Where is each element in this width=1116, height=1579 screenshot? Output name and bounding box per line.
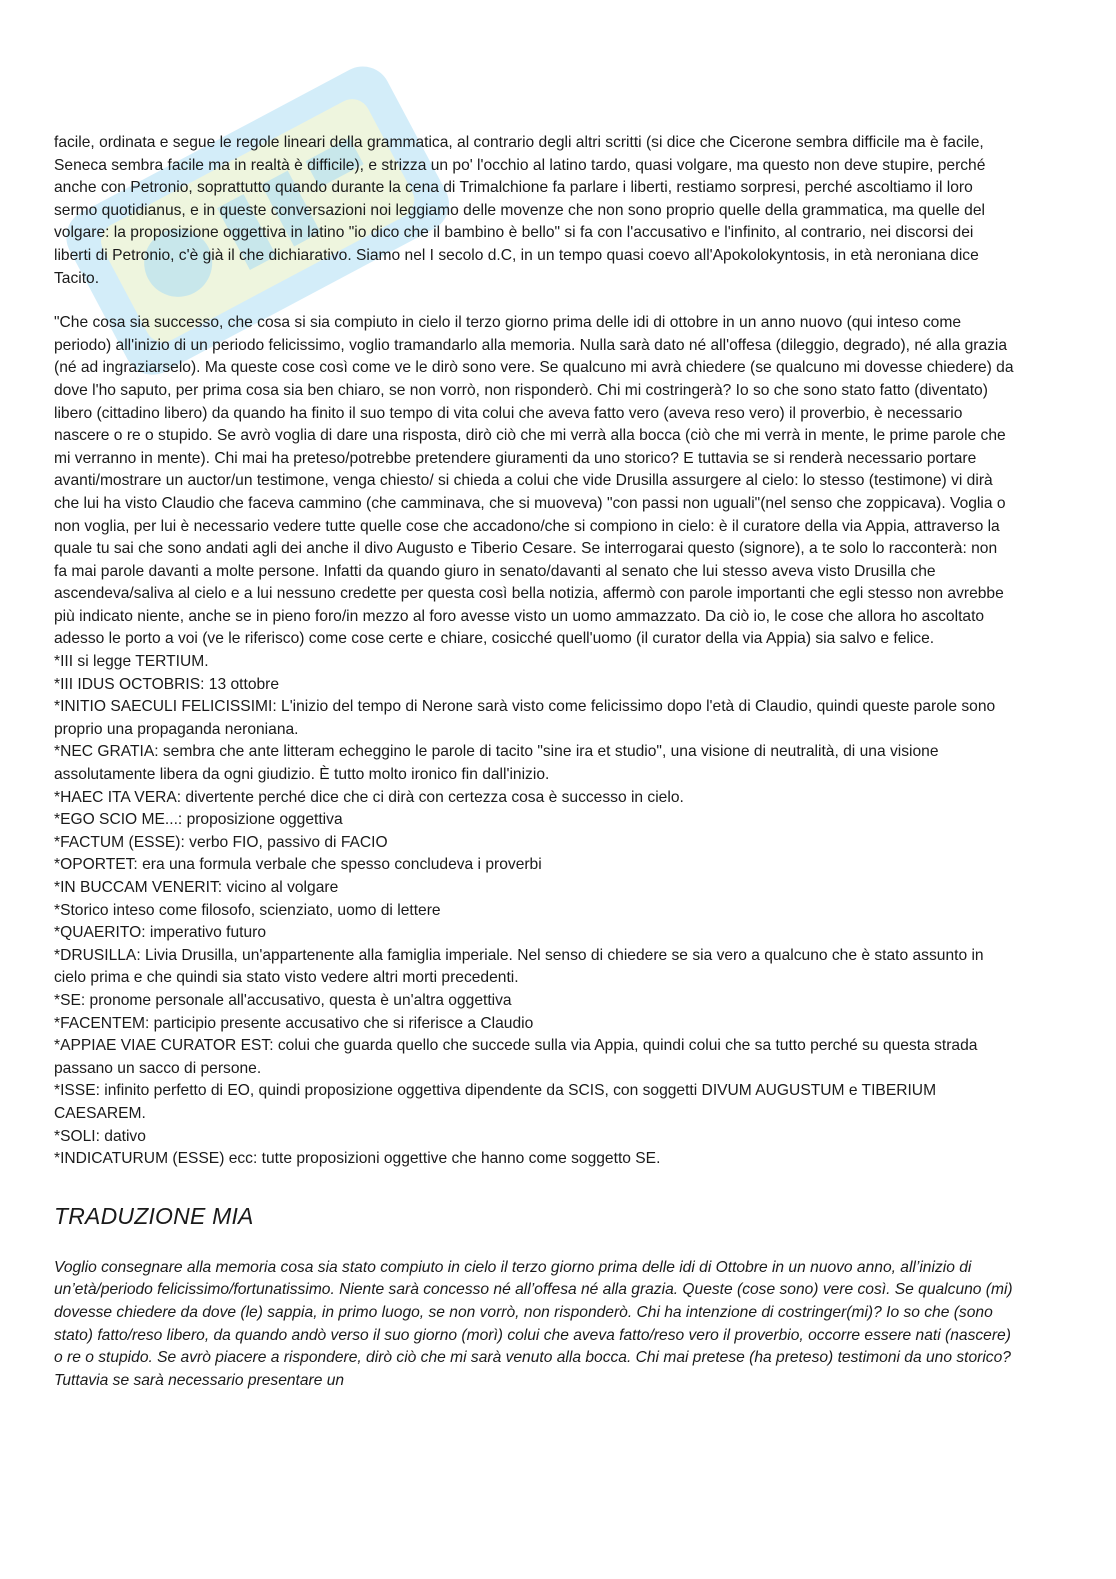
- translation-paragraph: "Che cosa sia successo, che cosa si sia compiuto in cielo il terzo giorno prima delle idi di ottobre in un anno nuovo (qui inteso come periodo) all'inizio di un periodo felicissimo, voglio tramandarlo alla memoria. Nulla sarà dato né all'offesa (dileggio, degrado), né alla grazia (né ad ingraziarselo). Ma queste cose così come ve le dirò sono vere. Se qualcuno mi avrà chiedere (se qualcuno mi dovesse chiedere) da dove l'ho saputo, per prima cosa sia ben chiaro, se non vorrò, non risponderò. Chi mi costringerà? Io so che sono stato fatto (diventato) libero (cittadino libero) da quando ha finito il suo tempo di vita colui che aveva fatto vero (aveva reso vero) il proverbio, è necessario nascere o re o stupido. Se avrò voglia di dare una risposta, dirò ciò che mi verrà alla bocca (ciò che mi verrà in mente, le prime parole che mi verranno in mente). Chi mai ha preteso/potrebbe pretendere giuramenti da uno storico? E tuttavia se si renderà necessario portare avanti/mostrare un auctor/un testimone, venga chiesto/ si chieda a colui che vide Drusilla assurgere al cielo: lo stesso (testimone) vi dirà che lui ha visto Claudio che faceva cammino (che camminava, che si muoveva) "con passi non uguali"(nel senso che zoppicava). Voglia o non voglia, per lui è necessario vedere tutte quelle cose che accadono/che si compiono in cielo: è il curatore della via Appia, attraverso la quale tu sai che sono andati agli dei anche il divo Augusto e Tiberio Cesare. Se interrogarai questo (signore), a te solo lo racconterà: non fa mai parole davanti a molte persone. Infatti da quando giuro in senato/davanti al senato che lui stesso aveva visto Drusilla che ascendeva/saliva al cielo e a lui nessuno credette per questa così bella notizia, affermò con parole importanti che egli stesso non avrebbe più indicato niente, anche se in pieno foro/in mezzo al foro avesse visto un uomo ammazzato. Da ciò io, le cose che allora ho ascoltato adesso le porto a voi (ve le riferisco) come cose certe e chiare, cosicché quell'uomo (il curator della via Appia) sia salvo e felice.: [54, 314, 1014, 648]
- note-item: *NEC GRATIA: sembra che ante litteram echeggino le parole di tacito "sine ira et studio", una visione di neutralità, di una visione assolutamente libera da ogni giudizio. È tutto molto ironico fin dall'inizio.: [54, 743, 939, 784]
- section-heading: TRADUZIONE MIA: [54, 1202, 254, 1229]
- note-item: *IN BUCCAM VENERIT: vicino al volgare: [54, 879, 339, 896]
- note-item: *SOLI: dativo: [54, 1127, 146, 1145]
- note-item: *APPIAE VIAE CURATOR EST: colui che guarda quello che succede sulla via Appia, quindi colui che sa tutto perché su questa strada passano un sacco di persone.: [54, 1037, 978, 1077]
- note-item: *INDICATURUM (ESSE) ecc: tutte proposizioni oggettive che hanno come soggetto SE.: [54, 1150, 661, 1168]
- note-item: *INITIO SAECULI FELICISSIMI: L'inizio del tempo di Nerone sarà visto come felicissimo dopo l'età di Claudio, quindi queste parole sono proprio una propaganda neroniana.: [54, 698, 996, 738]
- own-translation-paragraph: Voglio consegnare alla memoria cosa sia stato compiuto in cielo il terzo giorno prima delle idi di Ottobre in un nuovo anno, all’inizio di un’età/periodo felicissimo/fortunatissimo. Niente sarà concesso né all’offesa né alla grazia. Queste (cose sono) vere così. Se qualcuno (mi) dovesse chiedere da dove (le) sappia, in primo luogo, se non vorrò, non risponderò. Chi ha intenzione di costringer(mi)? Io so che (sono stato) fatto/reso libero, da quando andò verso il suo giorno (morì) colui che aveva fatto/reso vero il proverbio, occorre essere nati (nascere) o re o stupido. Se avrò piacere a rispondere, dirò ciò che mi sarà venuto alla bocca. Chi mai pretese (ha preteso) testimoni da uno storico? Tuttavia se sarà necessario presentare un: [54, 1258, 1013, 1389]
- note-item: *EGO SCIO ME...: proposizione oggettiva: [54, 811, 343, 829]
- note-item: *FACENTEM: participio presente accusativo che si riferisce a Claudio: [54, 1014, 534, 1032]
- note-item: *DRUSILLA: Livia Drusilla, un'appartenente alla famiglia imperiale. Nel senso di chiedere se sia vero a qualcuno che è stato assunto in cielo prima e che quindi sia stato visto vedere altri morti precedenti.: [54, 946, 984, 987]
- note-item: *ISSE: infinito perfetto di EO, quindi proposizione oggettiva dipendente da SCIS, con soggetti DIVUM AUGUSTUM e TIBERIUM CAESAREM.: [54, 1082, 937, 1122]
- note-item: *OPORTET: era una formula verbale che spesso concludeva i proverbi: [54, 856, 542, 874]
- note-item: *Storico inteso come filosofo, scienziato, uomo di lettere: [54, 901, 441, 919]
- note-item: *III IDUS OCTOBRIS: 13 ottobre: [54, 675, 280, 693]
- note-item: *III si legge TERTIUM.: [54, 653, 209, 671]
- note-item: *FACTUM (ESSE): verbo FIO, passivo di FACIO: [54, 833, 388, 851]
- note-item: *HAEC ITA VERA: divertente perché dice che ci dirà con certezza cosa è successo in cielo.: [54, 788, 684, 806]
- note-item: *SE: pronome personale all'accusativo, questa è un'altra oggettiva: [54, 991, 512, 1009]
- intro-paragraph: facile, ordinata e segue le regole lineari della grammatica, al contrario degli altri scritti (si dice che Cicerone sembra difficile ma è facile, Seneca sembra facile ma in realtà è difficile), e strizza un po' l'occhio al latino tardo, quasi volgare, ma questo non deve stupire, perché anche con Petronio, soprattutto quando durante la cena di Trimalchione fa parlare i liberti, restiamo sorpresi, perché ascoltiamo il loro sermo quotidianus, e in queste conversazioni noi leggiamo delle movenze che non sono proprio quelle della grammatica, ma quelle del volgare: la proposizione oggettiva in latino "io dico che il bambino è bello" si fa con l'accusativo e l'infinito, al contrario, nei discorsi dei liberti di Petronio, c'è già il che dichiarativo. Siamo nel I secolo d.C, in un tempo quasi coevo all'Apokolokyntosis, in età neroniana dice Tacito.: [54, 134, 986, 287]
- note-item: *QUAERITO: imperativo futuro: [54, 924, 267, 942]
- document-page: [54, 132, 1014, 1392]
